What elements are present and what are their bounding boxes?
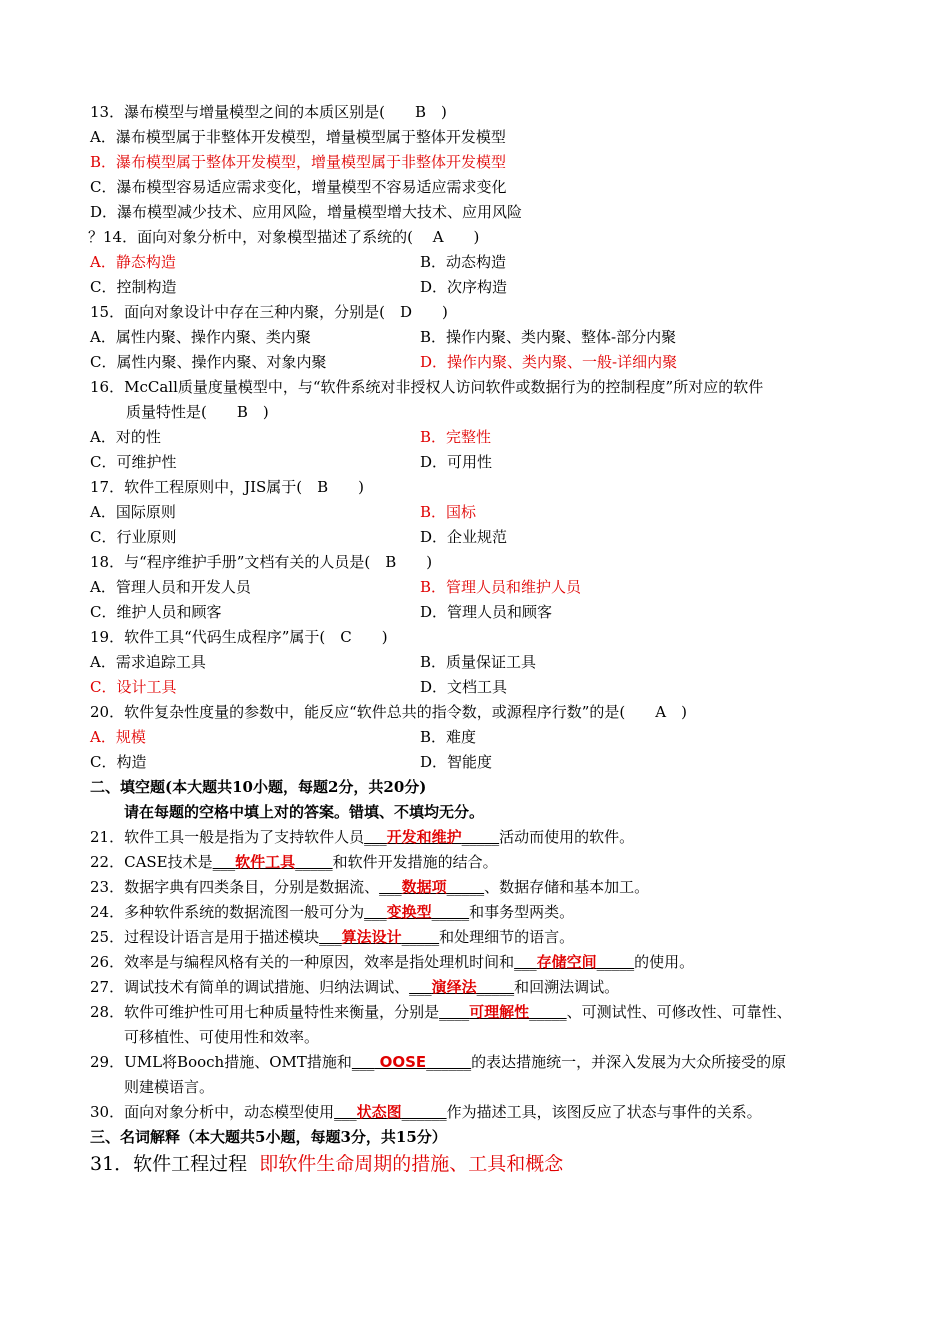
- answer-blank: ____可理解性_____: [439, 1003, 567, 1021]
- question-20-option-c: C．构造: [90, 753, 147, 771]
- question-16-stem: 16．McCall质量度量模型中，与“软件系统对非授权人访问软件或数据行为的控制程度”所对应的软件: [90, 378, 764, 396]
- question-13-option-b-correct: B．瀑布模型属于整体开发模型，增量模型属于非整体开发模型: [90, 153, 507, 171]
- question-19-option-a: A．需求追踪工具: [90, 653, 206, 671]
- question-14-options-row1: [90, 250, 880, 275]
- question-14-option-b: B．动态构造: [420, 253, 507, 271]
- answer-blank: ___ OOSE______: [351, 1053, 472, 1071]
- section-3-title: 三、名词解释（本大题共5小题，每题3分，共15分）: [90, 1128, 447, 1146]
- question-16-option-d: D．可用性: [420, 453, 493, 471]
- question-19-option-d: D．文档工具: [420, 678, 508, 696]
- fill-answer-24: 变换型: [386, 903, 432, 921]
- fill-item-27: 27．调试技术有简单的调试措施、归纳法调试、___演绎法_____和回溯法调试。: [90, 978, 620, 996]
- fill-answer-26: 存储空间: [536, 953, 597, 971]
- question-14-stem: ？14．面向对象分析中，对象模型描述了系统的( A ): [88, 228, 480, 246]
- question-18-option-b-correct: B．管理人员和维护人员: [420, 578, 582, 596]
- question-28: 28．软件可维护性可用七种质量特性来衡量，分别是____可理解性_____、可测试性、可修改性、可靠性、: [90, 1003, 792, 1021]
- question-29-answer: OOSE: [374, 1053, 427, 1071]
- question-19-options-row1: [90, 650, 880, 675]
- answer-blank: ___演绎法_____: [409, 978, 515, 996]
- question-20-stem: 20．软件复杂性度量的参数中，能反应“软件总共的指令数，或源程序行数”的是( A ): [90, 703, 687, 721]
- section-2-instruction: 请在每题的空格中填上对的答案。错填、不填均无分。: [124, 803, 485, 821]
- fill-answer-25: 算法设计: [341, 928, 402, 946]
- question-15-options-row1: [90, 325, 880, 350]
- fill-item-26: 26．效率是与编程风格有关的一种原因，效率是指处理机时间和___存储空间_____的使用。: [90, 953, 695, 971]
- question-30-answer: 状态图: [356, 1103, 402, 1121]
- answer-blank: ___软件工具_____: [212, 853, 333, 871]
- question-16-stem-cont: 质量特性是( B ): [126, 403, 269, 421]
- question-15-option-b: B．操作内聚、类内聚、整体-部分内聚: [420, 328, 677, 346]
- question-19-options-row2: [90, 675, 880, 700]
- fill-in-list: [90, 825, 880, 1000]
- question-19-option-b: B．质量保证工具: [420, 653, 537, 671]
- question-14-options-row2: [90, 275, 880, 300]
- question-20-option-b: B．难度: [420, 728, 477, 746]
- fill-item-25: 25．过程设计语言是用于描述模块___算法设计_____和处理细节的语言。: [90, 928, 575, 946]
- question-18-options-row2: [90, 600, 880, 625]
- question-15-option-a: A．属性内聚、操作内聚、类内聚: [90, 328, 311, 346]
- question-29: 29．UML将Booch措施、OMT措施和___ OOSE______的表达措施统一，并深入发展为大众所接受的原: [90, 1053, 787, 1071]
- fill-item-23: 23．数据字典有四类条目，分别是数据流、___数据项_____、数据存储和基本加工。: [90, 878, 650, 896]
- fill-item-21: 21．软件工具一般是指为了支持软件人员___开发和维护_____活动而使用的软件。: [90, 828, 635, 846]
- fill-item-22: 22．CASE技术是___软件工具_____和软件开发措施的结合。: [90, 853, 498, 871]
- question-13-option-c: C．瀑布模型容易适应需求变化，增量模型不容易适应需求变化: [90, 178, 507, 196]
- question-14-option-a-correct: A．静态构造: [90, 253, 176, 271]
- question-18-option-d: D．管理人员和顾客: [420, 603, 553, 621]
- question-31-answer: 即软件生命周期的措施、工具和概念: [259, 1153, 564, 1175]
- question-16-option-a: A．对的性: [90, 428, 161, 446]
- question-20-options-row1: [90, 725, 880, 750]
- question-17-option-a: A．国际原则: [90, 503, 176, 521]
- fill-item-24: 24．多种软件系统的数据流图一般可分为___变换型_____和事务型两类。: [90, 903, 575, 921]
- answer-blank: ___数据项_____: [379, 878, 485, 896]
- question-20-option-a-correct: A．规模: [90, 728, 146, 746]
- question-18-stem: 18．与“程序维护手册”文档有关的人员是( B ): [90, 553, 433, 571]
- question-15-options-row2: [90, 350, 880, 375]
- section-2-title: 二、填空题(本大题共10小题，每题2分，共20分): [90, 778, 427, 796]
- question-13-option-d: D．瀑布模型减少技术、应用风险，增量模型增大技术、应用风险: [90, 203, 523, 221]
- answer-blank: ___算法设计_____: [319, 928, 440, 946]
- question-16-options-row1: [90, 425, 880, 450]
- fill-answer-21: 开发和维护: [386, 828, 462, 846]
- question-18-options-row1: [90, 575, 880, 600]
- question-28-cont: 可移植性、可使用性和效率。: [124, 1028, 320, 1046]
- question-13-option-a: A．瀑布模型属于非整体开发模型，增量模型属于整体开发模型: [90, 128, 506, 146]
- question-14-option-c: C．控制构造: [90, 278, 177, 296]
- question-19-stem: 19．软件工具“代码生成程序”属于( C ): [90, 628, 388, 646]
- answer-blank: ___开发和维护_____: [364, 828, 500, 846]
- fill-answer-27: 演绎法: [431, 978, 477, 996]
- question-14-option-d: D．次序构造: [420, 278, 508, 296]
- question-30: 30．面向对象分析中，动态模型使用___状态图______作为描述工具，该图反应了状态与事件的关系。: [90, 1103, 762, 1121]
- question-28-answer: 可理解性: [469, 1003, 530, 1021]
- question-15-option-c: C．属性内聚、操作内聚、对象内聚: [90, 353, 327, 371]
- question-17-options-row1: [90, 500, 880, 525]
- question-16-options-row2: [90, 450, 880, 475]
- fill-answer-22: 软件工具: [235, 853, 296, 871]
- question-16-option-b-correct: B．完整性: [420, 428, 492, 446]
- question-17-option-d: D．企业规范: [420, 528, 508, 546]
- question-15-stem: 15．面向对象设计中存在三种内聚，分别是( D ): [90, 303, 448, 321]
- question-17-option-c: C．行业原则: [90, 528, 177, 546]
- fill-answer-23: 数据项: [401, 878, 447, 896]
- question-20-option-d: D．智能度: [420, 753, 493, 771]
- question-18-option-a: A．管理人员和开发人员: [90, 578, 251, 596]
- question-13-stem: 13．瀑布模型与增量模型之间的本质区别是( B ): [90, 103, 447, 121]
- question-18-option-c: C．维护人员和顾客: [90, 603, 222, 621]
- answer-blank: ___变换型_____: [364, 903, 470, 921]
- question-29-cont: 则建模语言。: [124, 1078, 215, 1096]
- question-31: [90, 1150, 880, 1178]
- question-17-options-row2: [90, 525, 880, 550]
- exam-page: [90, 100, 880, 1178]
- answer-blank: ___存储空间_____: [514, 953, 635, 971]
- question-19-option-c-correct: C．设计工具: [90, 678, 177, 696]
- question-31-stem: 31．软件工程过程: [90, 1153, 248, 1175]
- question-16-option-c: C．可维护性: [90, 453, 177, 471]
- answer-blank: ___状态图______: [334, 1103, 447, 1121]
- question-17-option-b-correct: B．国标: [420, 503, 477, 521]
- question-15-option-d-correct: D．操作内聚、类内聚、一般-详细内聚: [420, 353, 678, 371]
- question-17-stem: 17．软件工程原则中，JIS属于( B ): [90, 478, 365, 496]
- question-20-options-row2: [90, 750, 880, 775]
